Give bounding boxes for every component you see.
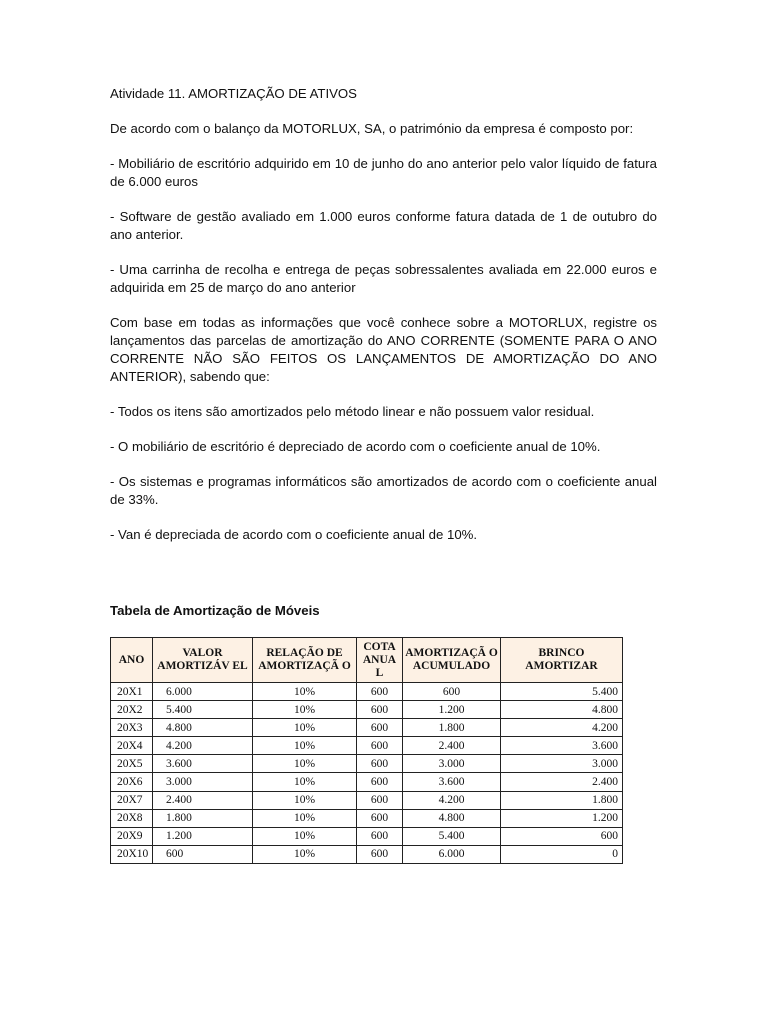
cell-year: 20X9 [111,827,153,845]
paragraph-van-rate: - Van é depreciada de acordo com o coeficiente anual de 10%. [110,527,478,542]
table-row [111,683,623,701]
table-row [111,719,623,737]
paragraph-van: - Uma carrinha de recolha e entrega de peças sobressalentes avaliada em 22.000 euros e adquirida em 25 de março do ano anterior [110,262,657,295]
paragraph-software-rate: - Os sistemas e programas informáticos são amortizados de acordo com o coeficiente anual de 33%. [110,474,657,507]
cell-value: 5.400 [153,701,253,719]
table-row [111,755,623,773]
cell-value: 4.800 [153,719,253,737]
cell-rate: 10% [253,809,357,827]
cell-year: 20X8 [111,809,153,827]
cell-quota: 600 [357,773,403,791]
cell-accumulated: 600 [403,683,501,701]
cell-remaining: 1.800 [501,791,623,809]
cell-remaining: 4.200 [501,719,623,737]
cell-rate: 10% [253,827,357,845]
cell-quota: 600 [357,809,403,827]
cell-accumulated: 5.400 [403,827,501,845]
cell-value: 2.400 [153,791,253,809]
header-accumulated: AMORTIZAÇÃ O ACUMULADO [403,638,501,683]
cell-rate: 10% [253,773,357,791]
cell-remaining: 0 [501,845,623,863]
cell-remaining: 5.400 [501,683,623,701]
cell-rate: 10% [253,737,357,755]
cell-value: 1.800 [153,809,253,827]
table-header-row [111,638,623,683]
cell-quota: 600 [357,701,403,719]
cell-year: 20X7 [111,791,153,809]
cell-quota: 600 [357,755,403,773]
cell-value: 3.000 [153,773,253,791]
cell-value: 600 [153,845,253,863]
cell-value: 6.000 [153,683,253,701]
cell-quota: 600 [357,719,403,737]
cell-accumulated: 4.800 [403,809,501,827]
table-row [111,773,623,791]
cell-year: 20X6 [111,773,153,791]
cell-remaining: 3.000 [501,755,623,773]
cell-value: 4.200 [153,737,253,755]
cell-value: 1.200 [153,827,253,845]
cell-accumulated: 3.000 [403,755,501,773]
table-row [111,845,623,863]
cell-rate: 10% [253,845,357,863]
table-row [111,701,623,719]
cell-rate: 10% [253,683,357,701]
amortization-table [110,637,623,864]
header-remaining: BRINCO AMORTIZAR [501,638,623,683]
cell-year: 20X5 [111,755,153,773]
cell-quota: 600 [357,737,403,755]
cell-rate: 10% [253,701,357,719]
cell-remaining: 2.400 [501,773,623,791]
cell-remaining: 1.200 [501,809,623,827]
cell-accumulated: 4.200 [403,791,501,809]
document-body [110,85,657,544]
table-row [111,809,623,827]
header-depreciable-value: VALOR AMORTIZÁV EL [153,638,253,683]
cell-accumulated: 3.600 [403,773,501,791]
cell-quota: 600 [357,827,403,845]
table-row [111,737,623,755]
cell-year: 20X4 [111,737,153,755]
paragraph-software: - Software de gestão avaliado em 1.000 euros conforme fatura datada de 1 de outubro do ano anterior. [110,209,657,242]
cell-rate: 10% [253,791,357,809]
header-amortization-rate: RELAÇÃO DE AMORTIZAÇÃ O [253,638,357,683]
cell-accumulated: 6.000 [403,845,501,863]
cell-accumulated: 1.200 [403,701,501,719]
cell-remaining: 4.800 [501,701,623,719]
cell-rate: 10% [253,755,357,773]
cell-remaining: 3.600 [501,737,623,755]
cell-accumulated: 2.400 [403,737,501,755]
paragraph-furniture: - Mobiliário de escritório adquirido em 10 de junho do ano anterior pelo valor líquido de fatura de 6.000 euros [110,156,657,189]
table-row [111,827,623,845]
paragraph-furniture-rate: - O mobiliário de escritório é depreciado de acordo com o coeficiente anual de 10%. [110,439,601,454]
table-row [111,791,623,809]
cell-year: 20X2 [111,701,153,719]
paragraph-intro: De acordo com o balanço da MOTORLUX, SA, o património da empresa é composto por: [110,121,634,136]
table-title: Tabela de Amortização de Móveis [110,603,320,618]
paragraph-linear-method: - Todos os itens são amortizados pelo método linear e não possuem valor residual. [110,404,595,419]
cell-year: 20X1 [111,683,153,701]
paragraph-instructions: Com base em todas as informações que você conhece sobre a MOTORLUX, registre os lançamentos das parcelas de amortização do ANO CORRENTE (SOMENTE PARA O ANO CORRENTE NÃO SÃO FEITOS OS LANÇAMENTOS DE AMORTIZAÇÃO DO ANO ANTERIOR), sabendo que: [110,315,657,384]
header-year: ANO [111,638,153,683]
cell-quota: 600 [357,845,403,863]
cell-remaining: 600 [501,827,623,845]
cell-quota: 600 [357,683,403,701]
cell-quota: 600 [357,791,403,809]
header-annual-quota: COTA ANUA L [357,638,403,683]
cell-year: 20X3 [111,719,153,737]
cell-year: 20X10 [111,845,153,863]
cell-value: 3.600 [153,755,253,773]
activity-title: Atividade 11. AMORTIZAÇÃO DE ATIVOS [110,86,357,101]
cell-accumulated: 1.800 [403,719,501,737]
cell-rate: 10% [253,719,357,737]
